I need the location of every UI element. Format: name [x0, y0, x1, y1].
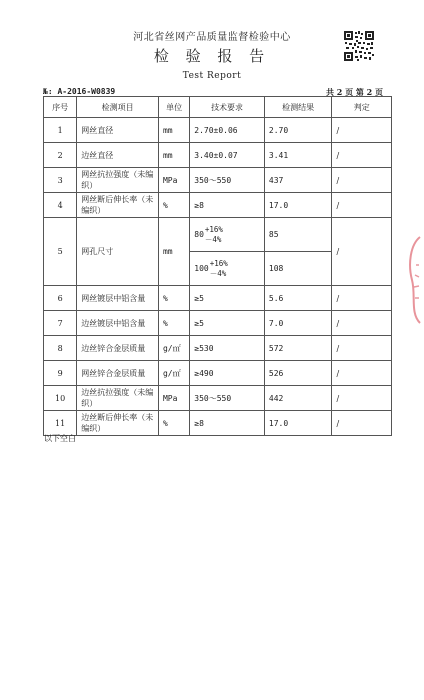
- row-unit: g/㎡: [158, 336, 189, 361]
- row-result: 572: [264, 336, 332, 361]
- header-judgement: 判定: [332, 97, 392, 118]
- table-header-row: [44, 97, 392, 118]
- tolerance-100: 100 +16% －4%: [194, 258, 228, 278]
- row-requirement: ≥8: [190, 411, 265, 436]
- row-item: 网丝抗拉强度（未编织）: [77, 168, 159, 193]
- row-item: 网丝断后伸长率（未编织）: [77, 193, 159, 218]
- table-row: [44, 286, 392, 311]
- report-title-en: Test Report: [182, 71, 242, 81]
- row-seq: 8: [44, 336, 77, 361]
- row-judgement: /: [332, 218, 392, 286]
- row-item: 网丝锌合金层质量: [77, 361, 159, 386]
- row-requirement: 3.40±0.07: [190, 143, 265, 168]
- red-seal-stamp-icon: [402, 235, 422, 325]
- table-row: [44, 218, 392, 252]
- row-item: 边丝抗拉强度（未编织）: [77, 386, 159, 411]
- row-requirement: [190, 218, 265, 252]
- row-unit: MPa: [158, 168, 189, 193]
- row-item: 网孔尺寸: [77, 218, 159, 286]
- row-unit: %: [158, 286, 189, 311]
- row-seq: 3: [44, 168, 77, 193]
- row-requirement: ≥5: [190, 311, 265, 336]
- row-result: 526: [264, 361, 332, 386]
- row-item: 网丝直径: [77, 118, 159, 143]
- row-judgement: /: [332, 336, 392, 361]
- row-requirement: ≥490: [190, 361, 265, 386]
- row-seq: 10: [44, 386, 77, 411]
- qr-code-icon: [343, 30, 375, 62]
- header-seq: 序号: [44, 97, 77, 118]
- row-judgement: /: [332, 386, 392, 411]
- row-unit: mm: [158, 218, 189, 286]
- row-judgement: /: [332, 311, 392, 336]
- blank-area: [0, 590, 424, 700]
- row-unit: mm: [158, 118, 189, 143]
- table-row: [44, 336, 392, 361]
- row-requirement: 350～550: [190, 386, 265, 411]
- row-unit: %: [158, 411, 189, 436]
- header-result: 检测结果: [264, 97, 332, 118]
- row-item: 边丝直径: [77, 143, 159, 168]
- table-row: [44, 168, 392, 193]
- table-row: [44, 411, 392, 436]
- table-row: [44, 143, 392, 168]
- row-item: 网丝镀层中铝含量: [77, 286, 159, 311]
- table-row: [44, 361, 392, 386]
- header-requirement: 技术要求: [190, 97, 265, 118]
- table-row: [44, 118, 392, 143]
- row-result: 442: [264, 386, 332, 411]
- row-seq: 11: [44, 411, 77, 436]
- row-result: 17.0: [264, 193, 332, 218]
- row-judgement: /: [332, 168, 392, 193]
- row-seq: 7: [44, 311, 77, 336]
- row-unit: mm: [158, 143, 189, 168]
- organization-name: 河北省丝网产品质量监督检验中心: [133, 32, 291, 43]
- row-result: 5.6: [264, 286, 332, 311]
- row-unit: %: [158, 311, 189, 336]
- header-item: 检测项目: [77, 97, 159, 118]
- row-requirement: ≥8: [190, 193, 265, 218]
- row-unit: %: [158, 193, 189, 218]
- row-item: 边丝断后伸长率（未编织）: [77, 411, 159, 436]
- row-seq: 6: [44, 286, 77, 311]
- row-requirement: 350～550: [190, 168, 265, 193]
- row-seq: 2: [44, 143, 77, 168]
- row-result: 7.0: [264, 311, 332, 336]
- row-seq: 9: [44, 361, 77, 386]
- row-requirement: ≥530: [190, 336, 265, 361]
- row-item: 边丝锌合金层质量: [77, 336, 159, 361]
- row-result: 2.70: [264, 118, 332, 143]
- row-seq: 1: [44, 118, 77, 143]
- row-judgement: /: [332, 286, 392, 311]
- inspection-table: [43, 96, 392, 436]
- table-row: [44, 386, 392, 411]
- row-judgement: /: [332, 361, 392, 386]
- header-unit: 单位: [158, 97, 189, 118]
- row-requirement: [190, 252, 265, 286]
- row-seq: 5: [44, 218, 77, 286]
- row-unit: MPa: [158, 386, 189, 411]
- row-requirement: 2.70±0.06: [190, 118, 265, 143]
- row-requirement: ≥5: [190, 286, 265, 311]
- row-judgement: /: [332, 411, 392, 436]
- table-row: [44, 311, 392, 336]
- row-unit: g/㎡: [158, 361, 189, 386]
- row-result: 437: [264, 168, 332, 193]
- tolerance-80: 80 +16% －4%: [194, 224, 223, 244]
- report-number: №: A-2016-W0839: [43, 87, 116, 96]
- row-judgement: /: [332, 118, 392, 143]
- page-indicator: 共 2 页 第 2 页: [325, 87, 383, 97]
- end-of-report-note: 以下空白: [44, 434, 76, 443]
- row-item: 边丝镀层中铝含量: [77, 311, 159, 336]
- row-judgement: /: [332, 143, 392, 168]
- row-result: 108: [264, 252, 332, 286]
- report-title-cn: 检 验 报 告: [153, 47, 271, 65]
- row-result: 17.0: [264, 411, 332, 436]
- row-judgement: /: [332, 193, 392, 218]
- row-result: 3.41: [264, 143, 332, 168]
- row-result: 85: [264, 218, 332, 252]
- row-seq: 4: [44, 193, 77, 218]
- table-row: [44, 193, 392, 218]
